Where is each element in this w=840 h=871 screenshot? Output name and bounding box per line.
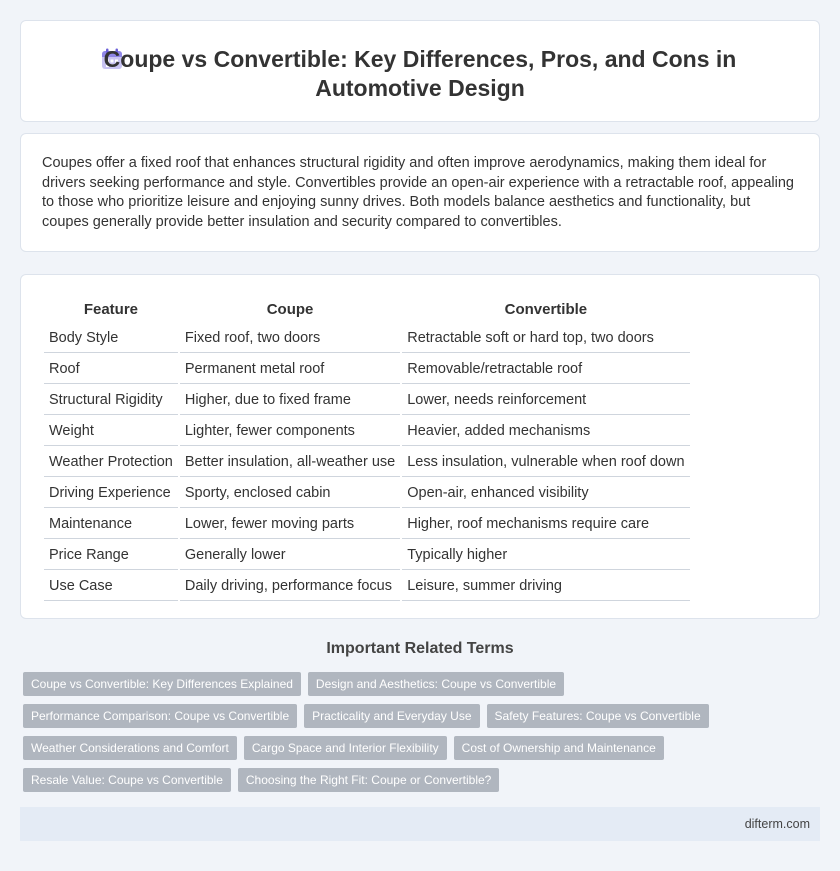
tag-row (23, 736, 723, 760)
convertible-cell: Lower, needs reinforcement (402, 386, 689, 415)
table-row (44, 479, 690, 508)
related-term-link[interactable]: Practicality and Everyday Use (304, 704, 479, 728)
table-row (44, 324, 690, 353)
feature-cell: Maintenance (44, 510, 178, 539)
coupe-cell: Lower, fewer moving parts (180, 510, 400, 539)
table-row (44, 417, 690, 446)
related-term-link[interactable]: Design and Aesthetics: Coupe vs Convertible (308, 672, 564, 696)
feature-cell: Price Range (44, 541, 178, 570)
convertible-cell: Higher, roof mechanisms require care (402, 510, 689, 539)
convertible-cell: Leisure, summer driving (402, 572, 689, 601)
coupe-cell: Better insulation, all-weather use (180, 448, 400, 477)
feature-cell: Roof (44, 355, 178, 384)
convertible-cell: Open-air, enhanced visibility (402, 479, 689, 508)
feature-cell: Use Case (44, 572, 178, 601)
coupe-cell: Higher, due to fixed frame (180, 386, 400, 415)
header-convertible: Convertible (504, 300, 588, 318)
table-header-row (44, 296, 690, 322)
convertible-cell: Retractable soft or hard top, two doors (402, 324, 689, 353)
convertible-cell: Typically higher (402, 541, 689, 570)
header-card (20, 20, 820, 122)
table-row (44, 448, 690, 477)
feature-cell: Weather Protection (44, 448, 178, 477)
table-row (44, 572, 690, 601)
related-term-link[interactable]: Cargo Space and Interior Flexibility (244, 736, 447, 760)
coupe-cell: Daily driving, performance focus (180, 572, 400, 601)
related-term-link[interactable]: Choosing the Right Fit: Coupe or Convertible? (238, 768, 499, 792)
page-title: Coupe vs Convertible: Key Differences, Pros, and Cons in Automotive Design (103, 46, 737, 101)
table-row (44, 541, 690, 570)
feature-cell: Weight (44, 417, 178, 446)
table-row (44, 510, 690, 539)
tag-row (23, 672, 723, 696)
comparison-table-card (20, 274, 820, 619)
coupe-cell: Fixed roof, two doors (180, 324, 400, 353)
convertible-cell: Heavier, added mechanisms (402, 417, 689, 446)
table-row (44, 386, 690, 415)
feature-cell: Structural Rigidity (44, 386, 178, 415)
feature-cell: Body Style (44, 324, 178, 353)
table-row (44, 355, 690, 384)
related-term-link[interactable]: Performance Comparison: Coupe vs Convertible (23, 704, 297, 728)
coupe-cell: Generally lower (180, 541, 400, 570)
related-term-link[interactable]: Safety Features: Coupe vs Convertible (487, 704, 709, 728)
convertible-cell: Removable/retractable roof (402, 355, 689, 384)
intro-paragraph: Coupes offer a fixed roof that enhances structural rigidity and often improve aerodynamics, making them ideal for drivers seeking performance and style. Convertibles provide an open-air experience with a retractable roof, appealing to those who prioritize leisure and enjoying sunny drives. Both models balance aesthetics and functionality, but coupes generally provide better insulation and security compared to convertibles. (42, 155, 794, 230)
intro-card (20, 133, 820, 252)
comparison-table (42, 294, 692, 603)
header-feature: Feature (83, 300, 139, 318)
tag-row (23, 768, 723, 792)
header-coupe: Coupe (266, 300, 314, 318)
related-term-link[interactable]: Resale Value: Coupe vs Convertible (23, 768, 231, 792)
coupe-cell: Sporty, enclosed cabin (180, 479, 400, 508)
footer (20, 807, 820, 841)
related-terms-heading: Important Related Terms (326, 640, 514, 657)
tag-row (23, 704, 723, 728)
related-term-link[interactable]: Weather Considerations and Comfort (23, 736, 237, 760)
feature-cell: Driving Experience (44, 479, 178, 508)
coupe-cell: Permanent metal roof (180, 355, 400, 384)
convertible-cell: Less insulation, vulnerable when roof down (402, 448, 689, 477)
coupe-cell: Lighter, fewer components (180, 417, 400, 446)
related-terms-list (23, 672, 723, 800)
footer-site-name: difterm.com (744, 817, 810, 831)
related-term-link[interactable]: Coupe vs Convertible: Key Differences Explained (23, 672, 301, 696)
related-term-link[interactable]: Cost of Ownership and Maintenance (454, 736, 664, 760)
